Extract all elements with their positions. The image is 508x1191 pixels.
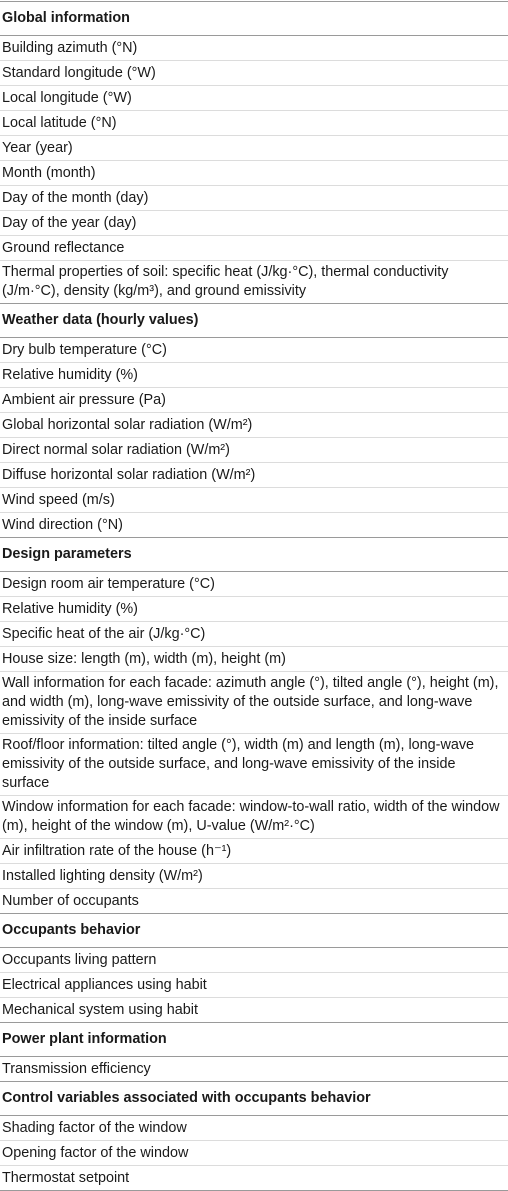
section-header: Control variables associated with occupants behavior <box>2 1090 371 1106</box>
section-header: Global information <box>2 10 130 26</box>
table-row: Dry bulb temperature (°C) <box>0 337 508 362</box>
table-row: Relative humidity (%) <box>0 596 508 621</box>
section-weather-data <box>0 304 508 538</box>
section-global-information <box>0 2 508 304</box>
table-row: Wall information for each facade: azimuth angle (°), tilted angle (°), height (m), and width (m), long-wave emissivity of the outside surface, and long-wave emissivity of the inside surface <box>0 671 508 733</box>
table-row: Opening factor of the window <box>0 1140 508 1165</box>
table-row: Electrical appliances using habit <box>0 972 508 997</box>
table-row: Relative humidity (%) <box>0 362 508 387</box>
table-row: Design room air temperature (°C) <box>0 571 508 596</box>
table-row: Local latitude (°N) <box>0 110 508 135</box>
table-row: Thermostat setpoint <box>0 1165 508 1190</box>
section-occupants-behavior <box>0 914 508 1023</box>
section-header: Weather data (hourly values) <box>2 312 199 328</box>
table-row: Mechanical system using habit <box>0 997 508 1022</box>
table-row: Shading factor of the window <box>0 1115 508 1140</box>
section-header: Occupants behavior <box>2 922 141 938</box>
table-row: Day of the month (day) <box>0 185 508 210</box>
section-power-plant-information <box>0 1023 508 1082</box>
table-row: Roof/floor information: tilted angle (°), width (m) and length (m), long-wave emissivity of the outside surface, and long-wave emissivity of the inside surface <box>0 733 508 795</box>
table-row: Wind speed (m/s) <box>0 487 508 512</box>
table-row: Number of occupants <box>0 888 508 913</box>
table-row: Occupants living pattern <box>0 947 508 972</box>
table-row: Window information for each facade: window-to-wall ratio, width of the window (m), height of the window (m), U-value (W/m²·°C) <box>0 795 508 838</box>
table-row: Building azimuth (°N) <box>0 35 508 60</box>
table-row: Year (year) <box>0 135 508 160</box>
table-row: Diffuse horizontal solar radiation (W/m²) <box>0 462 508 487</box>
section-header: Power plant information <box>2 1031 167 1047</box>
table-row: Thermal properties of soil: specific heat (J/kg·°C), thermal conductivity (J/m·°C), density (kg/m³), and ground emissivity <box>0 260 508 303</box>
table-row: Month (month) <box>0 160 508 185</box>
table-row: Transmission efficiency <box>0 1056 508 1081</box>
table-row: Day of the year (day) <box>0 210 508 235</box>
parameters-table <box>0 1 508 1191</box>
table-row: Specific heat of the air (J/kg·°C) <box>0 621 508 646</box>
section-header: Design parameters <box>2 546 132 562</box>
table-row: House size: length (m), width (m), height (m) <box>0 646 508 671</box>
table-row: Standard longitude (°W) <box>0 60 508 85</box>
table-row: Air infiltration rate of the house (h⁻¹) <box>0 838 508 863</box>
table-row: Direct normal solar radiation (W/m²) <box>0 437 508 462</box>
table-row: Global horizontal solar radiation (W/m²) <box>0 412 508 437</box>
table-row: Ambient air pressure (Pa) <box>0 387 508 412</box>
table-row: Local longitude (°W) <box>0 85 508 110</box>
section-control-variables <box>0 1082 508 1190</box>
section-design-parameters <box>0 538 508 914</box>
table-row: Ground reflectance <box>0 235 508 260</box>
table-row: Wind direction (°N) <box>0 512 508 537</box>
table-row: Installed lighting density (W/m²) <box>0 863 508 888</box>
